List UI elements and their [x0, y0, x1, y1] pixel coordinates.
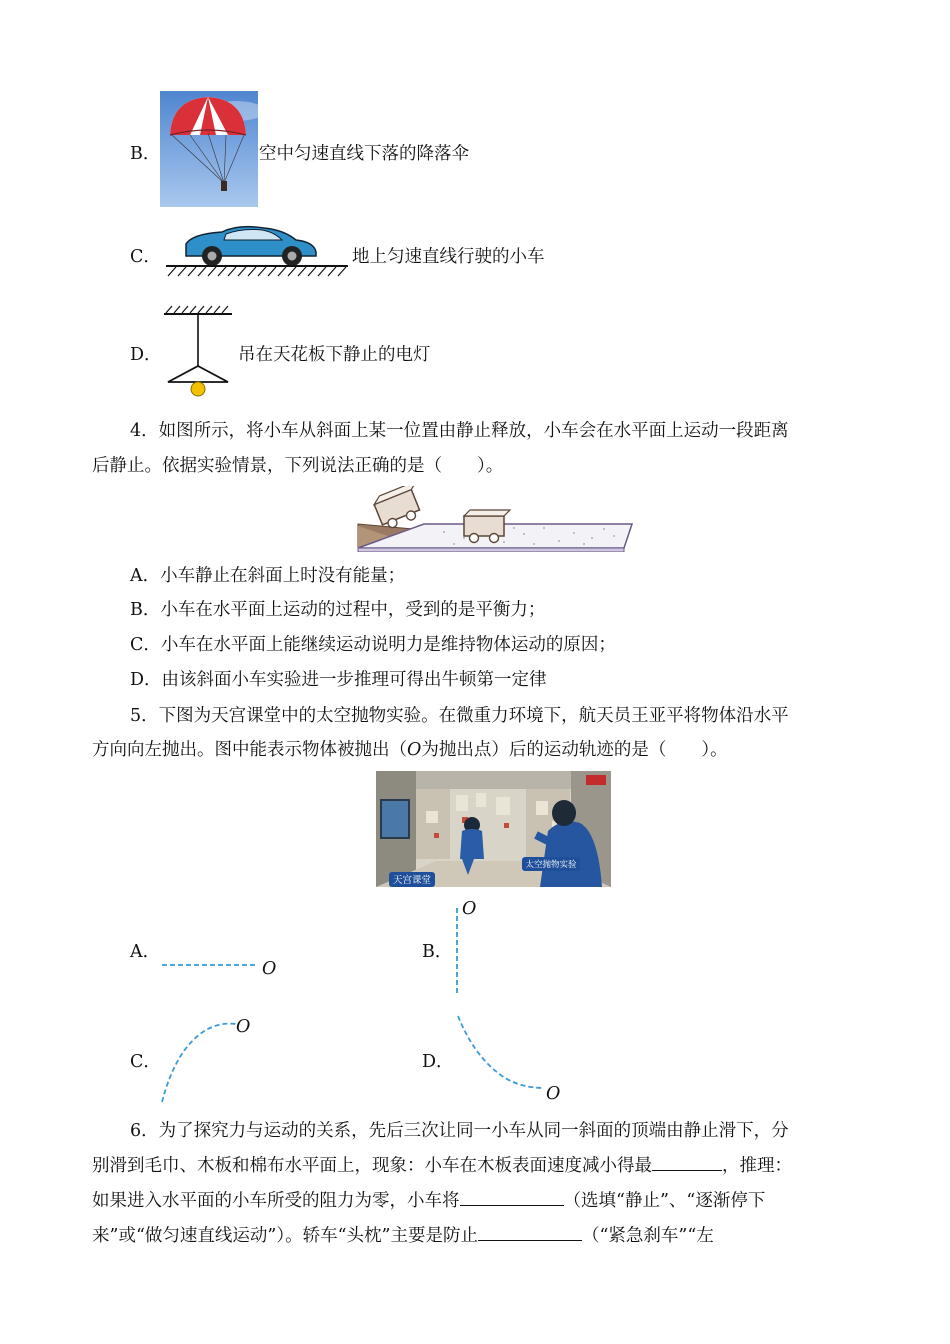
q6-line4: 来”或“做匀速直线运动”）。轿车“头枕”主要是防止 （“紧急刹车”“左 — [92, 1219, 714, 1254]
q5-option-a-point: O — [262, 959, 277, 979]
q4-option-a: A．小车静止在斜面上时没有能量； — [130, 566, 406, 586]
q6-blank-1[interactable] — [652, 1152, 722, 1171]
q5-option-b-letter: B． — [422, 942, 453, 962]
ramp-car-image — [354, 486, 636, 552]
q5-option-b-point: O — [462, 899, 477, 919]
option-d-letter: D． — [130, 345, 162, 365]
option-c-letter: C． — [130, 247, 161, 267]
car-image — [164, 222, 350, 278]
q5-option-d-point: O — [546, 1084, 561, 1104]
q4-option-b: B．小车在水平面上运动的过程中，受到的是平衡力； — [130, 600, 546, 620]
q5-option-c-letter: C． — [130, 1052, 161, 1072]
option-d-text: 吊在天花板下静止的电灯 — [238, 345, 431, 365]
q5-line1: 5．下图为天宫课堂中的太空抛物实验。在微重力环境下，航天员王亚平将物体沿水平 — [130, 706, 789, 726]
q5-option-a-letter: A． — [130, 942, 161, 962]
q6-blank-2[interactable] — [460, 1187, 564, 1206]
parachute-image — [160, 91, 258, 207]
q4-option-c: C．小车在水平面上能继续运动说明力是维持物体运动的原因； — [130, 635, 616, 655]
q6-line3: 如果进入水平面的小车所受的阻力为零，小车将 （选填“静止”、“逐渐停下 — [92, 1184, 765, 1219]
lamp-image — [162, 304, 234, 398]
option-b-letter: B． — [130, 144, 161, 164]
photo-badge-left: 天宫课堂 — [392, 875, 432, 886]
trajectory-c — [158, 1018, 240, 1104]
space-station-photo — [376, 771, 611, 887]
q6-line1: 6．为了探究力与运动的关系，先后三次让同一小车从同一斜面的顶端由静止滑下，分 — [130, 1121, 789, 1141]
trajectory-d — [454, 1012, 546, 1092]
q4-option-d: D．由该斜面小车实验进一步推理可得出牛顿第一定律 — [130, 670, 547, 690]
option-b-text: 空中匀速直线下落的降落伞 — [259, 144, 469, 164]
q5-option-d-letter: D． — [422, 1052, 454, 1072]
q4-line2: 后静止。依据实验情景，下列说法正确的是（ ）。 — [92, 456, 504, 476]
q4-line1: 4．如图所示，将小车从斜面上某一位置由静止释放，小车会在水平面上运动一段距离 — [130, 421, 789, 441]
q5-option-c-point: O — [236, 1017, 251, 1037]
photo-badge-right: 太空抛物实验 — [525, 860, 577, 870]
q6-blank-3[interactable] — [478, 1222, 582, 1241]
q6-line2: 别滑到毛巾、木板和棉布水平面上，现象：小车在木板表面速度减小得最 ，推理： — [92, 1149, 792, 1184]
option-c-text: 地上匀速直线行驶的小车 — [352, 247, 545, 267]
trajectory-a — [160, 958, 260, 972]
q5-line2: 方向向左抛出。图中能表示物体被抛出（O为抛出点）后的运动轨迹的是（ ）。 — [92, 740, 728, 760]
